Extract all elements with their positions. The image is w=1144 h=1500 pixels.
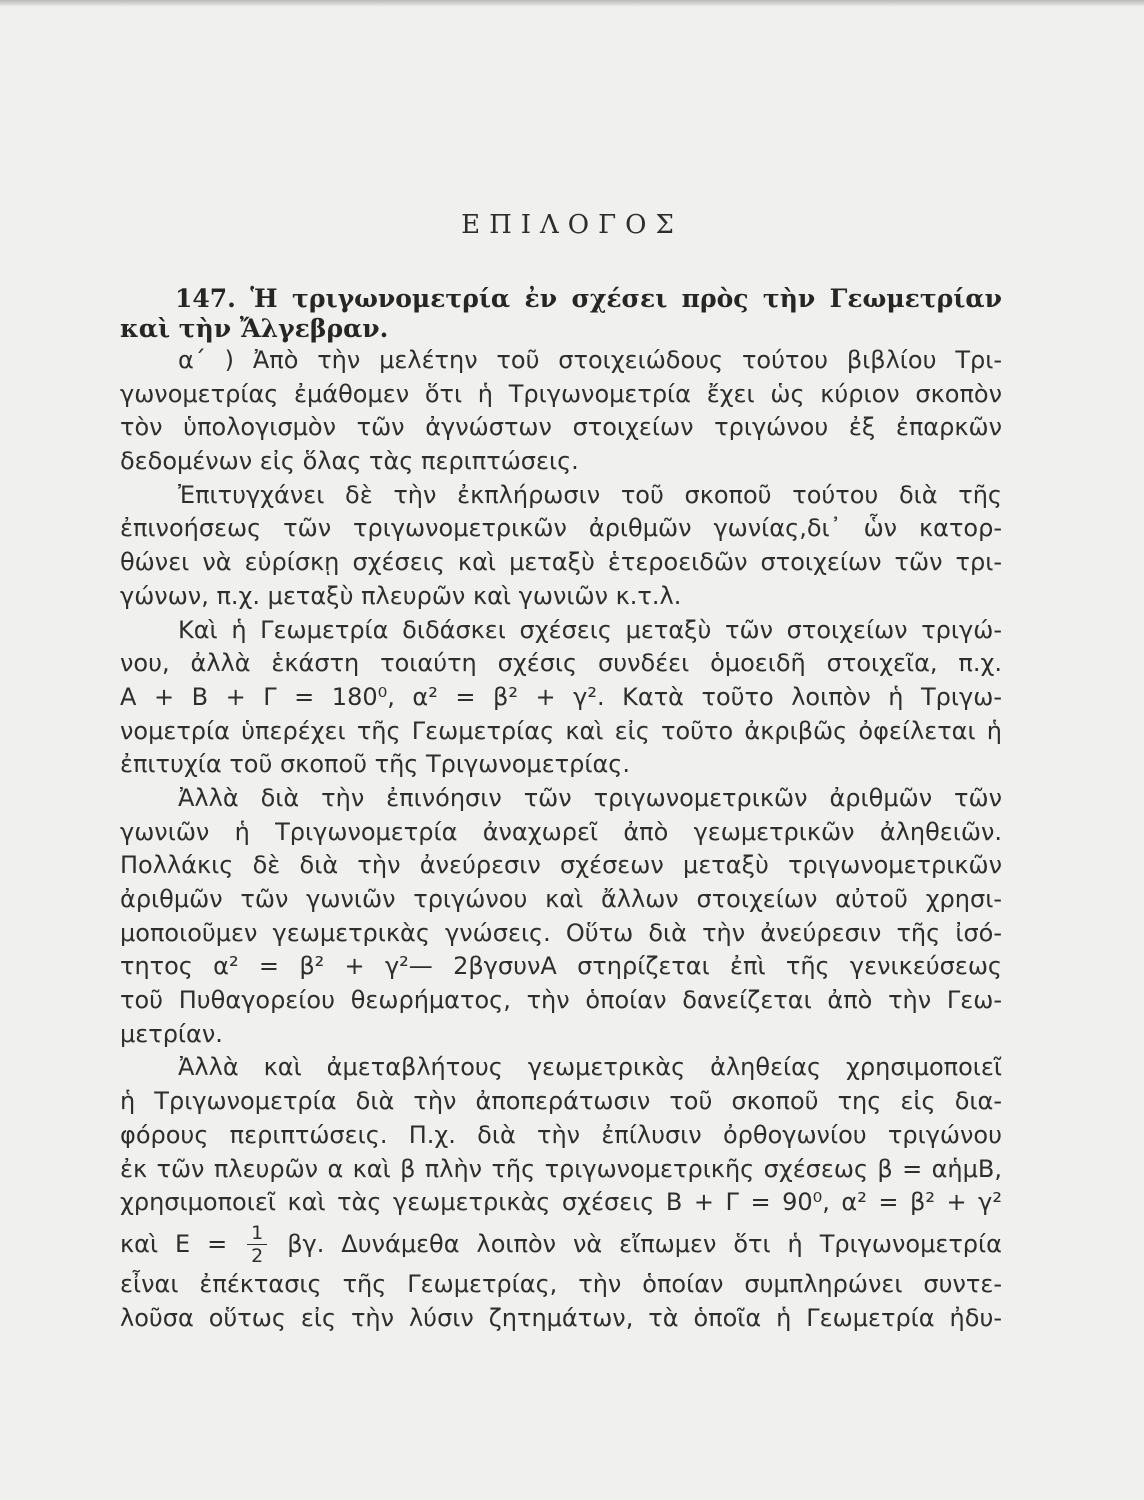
text-line: δεδομένων εἰς ὅλας τὰς περιπτώσεις. <box>120 447 579 476</box>
fraction <box>247 1223 267 1266</box>
text-line: εἶναι ἐπέκτασις τῆς Γεωμετρίας, τὴν ὁποίαν συμπληρώνει συντε- <box>120 1269 1002 1298</box>
fraction-denominator: 2 <box>251 1245 264 1268</box>
text-line: μοποιοῦμεν γεωμετρικὰς γνώσεις. Οὕτω διὰ τὴν ἀνεύρεσιν τῆς ἰσό- <box>120 918 1002 947</box>
text-line: γωνομετρίας ἐμάθομεν ὅτι ἡ Τριγωνομετρία ἔχει ὡς κύριον σκοπὸν <box>120 379 1002 408</box>
text-line: λοῦσα οὕτως εἰς τὴν λύσιν ζητημάτων, τὰ ὁποῖα ἡ Γεωμετρία ἠδυ- <box>120 1303 1002 1332</box>
text-line: μετρίαν. <box>120 1019 223 1048</box>
text-line: Ἀλλὰ διὰ τὴν ἐπινόησιν τῶν τριγωνομετρικῶν ἀριθμῶν τῶν <box>178 783 1002 812</box>
text-line: νομετρία ὑπερέχει τῆς Γεωμετρίας καὶ εἰς τοῦτο ἀκριβῶς ὀφείλεται ἡ <box>120 716 1002 745</box>
text-line: ἐπιτυχία τοῦ σκοποῦ τῆς Τριγωνομετρίας. <box>120 750 631 779</box>
text-line: ἡ Τριγωνομετρία διὰ τὴν ἀποπεράτωσιν τοῦ σκοποῦ της εἰς δια- <box>120 1087 1002 1116</box>
text-line: τητος α² = β² + γ²— 2βγσυνΑ στηρίζεται ἐπὶ τῆς γενικεύσεως <box>120 952 1002 981</box>
formula-line <box>120 1220 1002 1268</box>
fraction-numerator: 1 <box>247 1223 267 1245</box>
text-line: ἐκ τῶν πλευρῶν α καὶ β πλὴν τῆς τριγωνομετρικῆς σχέσεως β = αἡμΒ, <box>120 1154 1002 1183</box>
text-line: ἀριθμῶν τῶν γωνιῶν τριγώνου καὶ ἄλλων στοιχείων αὐτοῦ χρησι- <box>120 885 1002 913</box>
text-line: Α + Β + Γ = 180⁰, α² = β² + γ². Κατὰ τοῦτο λοιπὸν ἡ Τριγω- <box>120 682 1002 711</box>
text-line: νου, ἀλλὰ ἑκάστη τοιαύτη σχέσις συνδέει ὁμοειδῆ στοιχεῖα, π.χ. <box>120 649 1002 678</box>
formula-tail: βγ. Δυνάμεθα λοιπὸν νὰ εἴπωμεν ὅτι ἡ Τριγωνομετρία <box>287 1229 1002 1258</box>
section-number: 147. <box>175 284 236 313</box>
page-title: ΕΠΙΛΟΓΟΣ <box>461 210 683 240</box>
text-line: Ἐπιτυγχάνει δὲ τὴν ἐκπλήρωσιν τοῦ σκοποῦ τούτου διὰ τῆς <box>178 480 1002 509</box>
section-heading-line1: Ἡ τριγωνομετρία ἐν σχέσει πρὸς τὴν Γεωμετρίαν <box>250 284 1002 313</box>
paragraph <box>120 479 1002 614</box>
formula-lead: καὶ Ε = <box>120 1229 228 1258</box>
paragraph <box>120 782 1002 1052</box>
paragraph <box>120 1051 1002 1335</box>
text-line: θώνει νὰ εὑρίσκῃ σχέσεις καὶ μεταξὺ ἑτεροειδῶν στοιχείων τῶν τρι- <box>120 548 1002 577</box>
text-line: τὸν ὑπολογισμὸν τῶν ἀγνώστων στοιχείων τριγώνου ἐξ ἐπαρκῶν <box>120 413 1002 442</box>
text-line: Ἀλλὰ καὶ ἀμεταβλήτους γεωμετρικὰς ἀληθείας χρησιμοποιεῖ <box>178 1053 1002 1082</box>
text-line: Καὶ ἡ Γεωμετρία διδάσκει σχέσεις μεταξὺ τῶν στοιχείων τριγώ- <box>178 615 1002 644</box>
scan-edge-shadow <box>0 0 1144 7</box>
section-heading-line2: καὶ τὴν Ἄλγεβραν. <box>120 314 389 343</box>
text-line: τοῦ Πυθαγορείου θεωρήματος, τὴν ὁποίαν δανείζεται ἀπὸ τὴν Γεω- <box>120 986 1002 1015</box>
text-line: Πολλάκις δὲ διὰ τὴν ἀνεύρεσιν σχέσεων μεταξὺ τριγωνομετρικῶν <box>120 851 1002 880</box>
text-column <box>120 284 1002 1335</box>
paragraph <box>120 614 1002 782</box>
text-line: χρησιμοποιεῖ καὶ τὰς γεωμετρικὰς σχέσεις Β + Γ = 90⁰, α² = β² + γ² <box>120 1188 1002 1217</box>
text-line: ἐπινοήσεως τῶν τριγωνομετρικῶν ἀριθμῶν γωνίας,δι᾽ ὧν κατορ- <box>120 514 1002 543</box>
text-line: φόρους περιπτώσεις. Π.χ. διὰ τὴν ἐπίλυσιν ὀρθογωνίου τριγώνου <box>120 1120 1002 1149</box>
text-line: γώνων, π.χ. μεταξὺ πλευρῶν καὶ γωνιῶν κ.τ.λ. <box>120 581 682 610</box>
paragraph <box>120 344 1002 479</box>
text-line: γωνιῶν ἡ Τριγωνομετρία ἀναχωρεῖ ἀπὸ γεωμετρικῶν ἀληθειῶν. <box>120 817 1002 846</box>
section-heading <box>120 284 1002 314</box>
text-line: α΄ ) Ἀπὸ τὴν μελέτην τοῦ στοιχειώδους τούτου βιβλίου Τρι- <box>178 346 1002 374</box>
